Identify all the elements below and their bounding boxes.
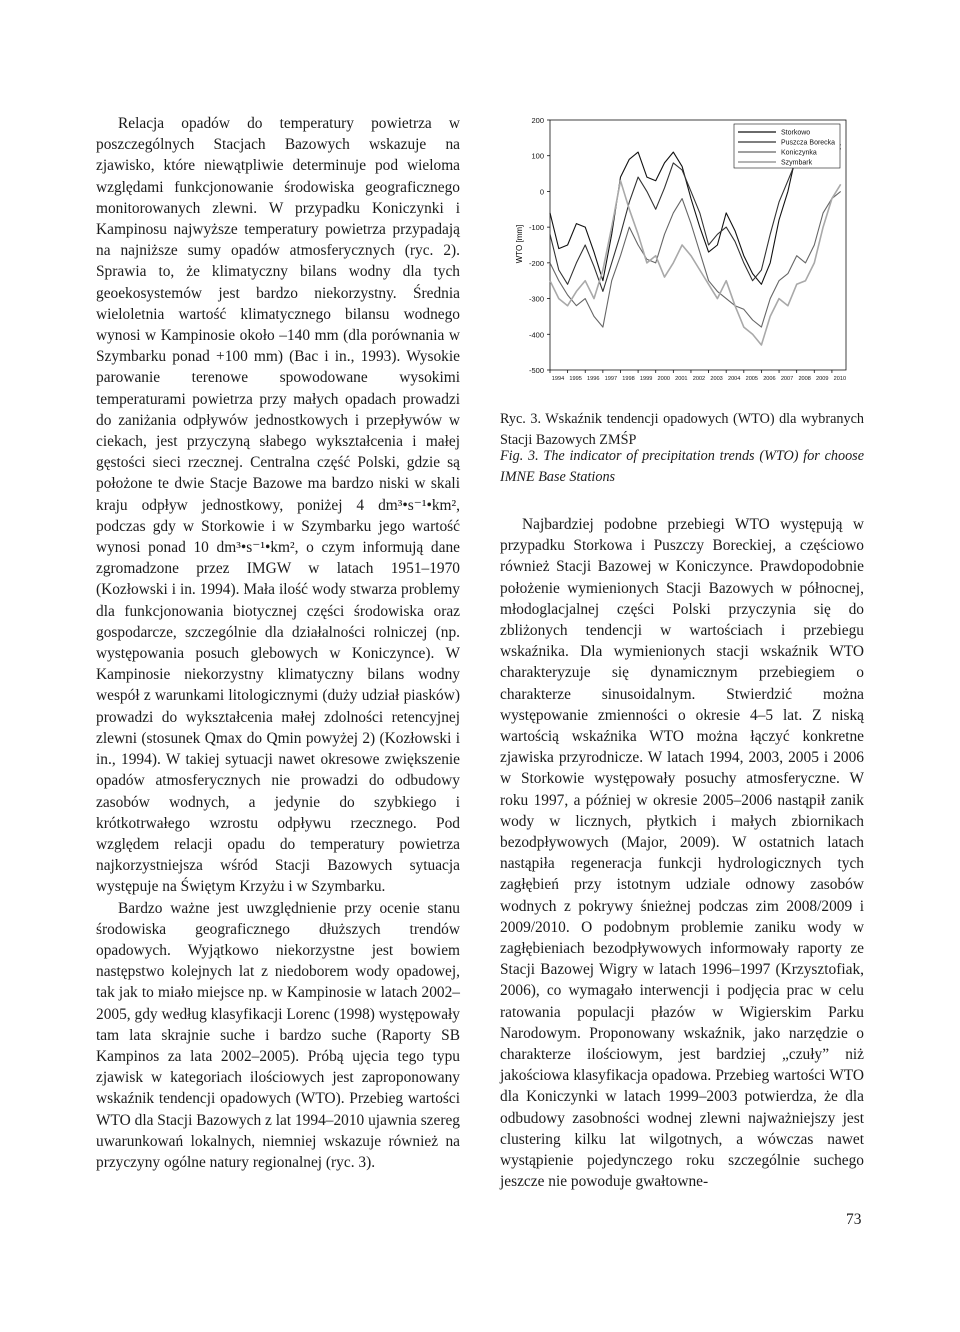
left-text-column [96, 113, 460, 1173]
x-tick-label: 2002 [692, 376, 706, 382]
series-line-szymbark [550, 181, 841, 345]
figure-caption-en: Fig. 3. The indicator of precipitation trends (WTO) for choose IMNE Base Stations [500, 448, 864, 485]
x-tick-label: 2010 [833, 376, 847, 382]
right-text-column [500, 514, 864, 1193]
figure-caption-pl: Ryc. 3. Wskaźnik tendencji opadowych (WTO) dla wybranych Stacji Bazowych ZMŚP [500, 411, 864, 448]
x-tick-label: 2004 [727, 376, 741, 382]
x-tick-label: 1999 [639, 376, 653, 382]
x-tick-label: 1998 [622, 376, 635, 382]
wto-chart-svg [512, 112, 860, 390]
wto-chart [512, 112, 860, 390]
paragraph: Najbardziej podobne przebiegi WTO występują w przypadku Storkowa i Puszczy Boreckiej, a częściowo również Stacji Bazowej w Koniczynce. Prawdopodobnie położenie wymienionych Stacji Bazowych w północnej, młodoglacjalnej części Polski przyczynia się do zbliżonych tendencji w wartościach i przebiegu wskaźnika. Dla wymienionych stacji wskaźnik WTO charakteryzuje się dynamicznym przebiegiem o charakterze sinusoidalnym. Stwierdzić można występowanie zmienności o okresie 4–5 lat. Z niską wartością wskaźnika WTO można łączyć konkretne zjawiska przyrodnicze. W latach 1994, 2003, 2005 i 2006 w Storkowie występowały posuchy atmosferyczne. W roku 1997, a później w okresie 2005–2006 nastąpił zanik wody w licznych, płytkich i małych zbiornikach bezodpływowych (Major, 2009). W ostatnich latach nastąpiła regeneracja funkcji hydrologicznych tych zagłębień przy istotnym udziale odnowy zasobów wodnych z pokrywy śnieżnej podczas zim 2008/2009 i 2009/2010. O podobnym problemie zaniku wody w zagłębieniach bezodpływowych informowały raporty ze Stacji Bazowej Wigry w latach 1996–1997 (Krzysztofiak, 2006), co wymagało interwencji i podjęcia prac w celu ratowania populacji płazów w Wigierskim Parku Narodowym. Proponowany wskaźnik, jako narzędzie o charakterze ilościowym, jest bardziej „czuły” niż jakościowa klasyfikacja opadowa. Przebieg wartości WTO dla Koniczynki w latach 1999–2003 potwierdza, że dla odbudowy zasobności wodnej zlewni najważniejszy jest clustering kilku lat wilgotnych, a wówczas nawet wystąpienie pojedynczego roku szczególnie suchego jeszcze nie powoduje gwałtowne- [500, 516, 864, 1191]
x-tick-label: 2008 [798, 376, 811, 382]
legend-label: Koniczynka [781, 149, 817, 157]
x-tick-label: 1996 [587, 376, 600, 382]
x-tick-label: 2006 [763, 376, 776, 382]
y-tick-label: 200 [531, 116, 544, 125]
paragraph: Relacja opadów do temperatury powietrza w poszczególnych Stacjach Bazowych wskazuje na zjawisko, które niewątpliwie determinuje pod wieloma względami funkcjonowanie środowiska geograficznego monitorowanych zlewni. W przypadku Koniczynki i Kampinosu najwyższe temperatury powietrza przypadają na najniższe sumy opadów atmosferycznych (ryc. 2). Sprawia to, że klimatyczny bilans wodny dla tych geoekosystemów jest bardzo niekorzystny. Średnia wieloletnia wartość klimatycznego bilansu wodnego wynosi w Kampinosie około –140 mm (dla porównania w Szymbarku ponad +100 mm) (Bac i in., 1993). Wysokie parowanie terenowe spowodowane wysokimi temperaturami powietrza przy małych opadach prowadzi do zaniżania odpływów jednostkowych i przepływów w ciekach, jest przyczyną słabego wykształcenia i małej gęstości sieci rzecznej. Centralna część Polski, gdzie są położone te dwie Stacje Bazowe ma bardzo niski w skali kraju odpływ jednostkowy, poniżej 4 dm³•s⁻¹•km², podczas gdy w Storkowie i w Szymbarku jego wartość wynosi ponad 10 dm³•s⁻¹•km², o czym informują dane zgromadzone przez IMGW w latach 1951–1970 (Kozłowski i in. 1994). Mała ilość wody stwarza problemy dla funkcjonowania biotycznej części środowiska oraz gospodarcze, szczególnie dla działalności rolniczej (np. występowania posuch glebowych w Koniczynce). W Kampinosie niekorzystny klimatyczny bilans wodny wespół z warunkami litologicznymi (duży udział piasków) prowadzi do wykształcenia małej zdolności retencyjnej zlewni (stosunek Qmax do Qmin powyżej 2) (Kozłowski i in., 1994). W takiej sytuacji nawet okresowe zwiększenie opadów atmosferycznych nie prowadzi do odbudowy zasobów wodnych, a jedynie do szybkiego i krótkotrwałego wzrostu odpływu rzecznego. Pod względem relacji opadu do temperatury powietrza najkorzystniejsza wśród Stacji Bazowych sytuacja występuje na Świętym Krzyżu i w Szymbarku. [96, 115, 460, 896]
y-tick-label: -400 [528, 330, 544, 340]
paragraph: Bardzo ważne jest uwzględnienie przy ocenie stanu środowiska geograficznego dłuższych trendów opadowych. Wyjątkowo niekorzystne jest bowiem następstwo kolejnych lat z niedoborem wody opadowej, tak jak to miało miejsce np. w Kampinosie w latach 2002–2005, gdy według klasyfikacji Lorenc (1998) występowały tam lata skrajnie suche i bardzo suche (Raporty SB Kampinos za lata 2002–2005). Próbą ujęcia tego typu zjawisk w kategoriach ilościowych jest zaproponowany wskaźnik tendencji opadowych (WTO). Przebieg wartości WTO dla Stacji Bazowych z lat 1994–2010 ujawnia szereg uwarunkowań lokalnych, niemniej wskazuje również na przyczyny ogólne natury regionalnej (ryc. 3). [96, 899, 460, 1171]
x-tick-label: 2003 [710, 376, 723, 382]
legend-label: Szymbark [781, 159, 813, 167]
x-tick-label: 2001 [675, 376, 688, 382]
x-tick-label: 1994 [551, 376, 565, 382]
y-tick-label: 0 [539, 187, 544, 197]
y-tick-label: -200 [528, 258, 544, 268]
x-tick-label: 2009 [816, 376, 829, 382]
x-tick-label: 2000 [657, 376, 670, 382]
y-tick-label: -300 [528, 294, 544, 304]
legend-label: Storkowo [781, 129, 811, 137]
y-tick-label: -500 [528, 366, 544, 375]
y-tick-label: 100 [531, 151, 544, 161]
page-number: 73 [846, 1211, 862, 1228]
y-axis-label: WTO [mm] [515, 224, 524, 264]
x-tick-label: 2005 [745, 376, 759, 382]
legend-label: Puszcza Borecka [781, 139, 836, 147]
y-tick-label: -100 [528, 223, 544, 233]
x-tick-label: 2007 [780, 376, 794, 382]
x-tick-label: 1995 [569, 376, 582, 382]
x-tick-label: 1997 [604, 376, 618, 382]
